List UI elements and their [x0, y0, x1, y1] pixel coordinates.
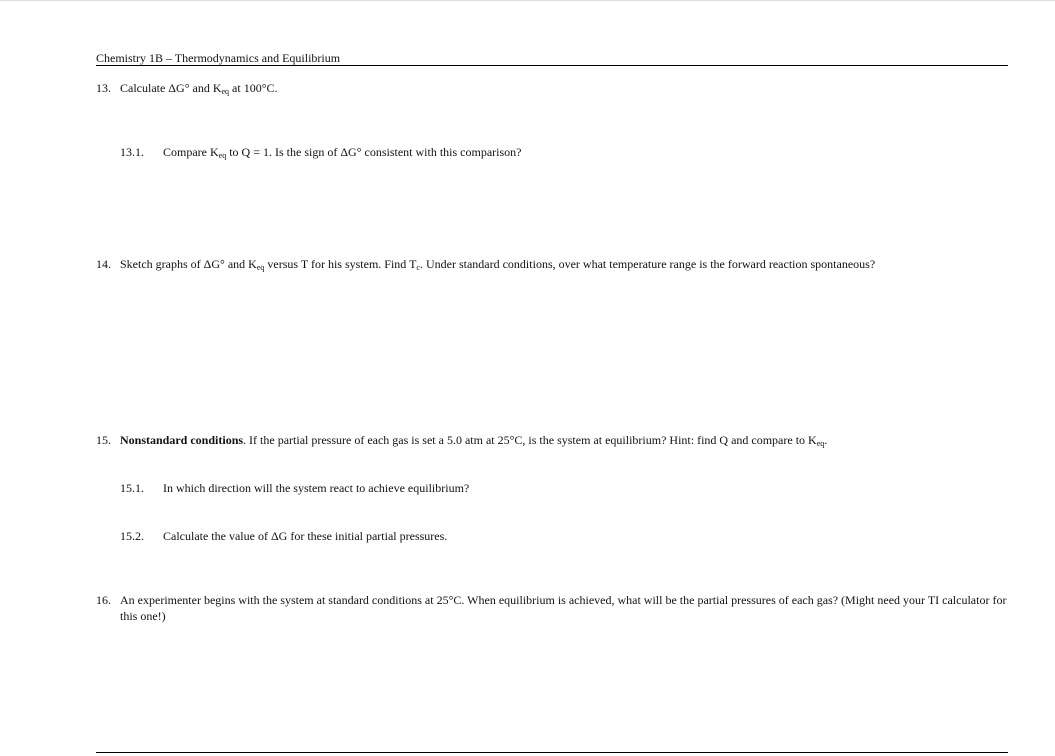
- question-number: 15.1.: [120, 481, 144, 495]
- question-number: 14.: [96, 257, 111, 271]
- question-text: Sketch graphs of ΔG° and K: [120, 257, 257, 271]
- question-15-1: [120, 480, 469, 496]
- question-text: . Under standard conditions, over what temperature range is the forward reaction spontaneous?: [419, 257, 876, 271]
- subscript: c: [416, 263, 420, 272]
- subscript: eq: [816, 439, 825, 448]
- question-text: versus T for his system. Find T: [264, 257, 417, 271]
- question-number: 13.1.: [120, 145, 144, 159]
- question-13: [96, 80, 996, 96]
- question-text: . If the partial pressure of each gas is set a 5.0 atm at 25°C, is the system at equilibrium? Hint: find Q and compare to K: [243, 433, 817, 447]
- page-top-border: [0, 0, 1055, 1]
- question-text: .: [824, 433, 828, 447]
- subscript: eq: [218, 151, 227, 160]
- page-header: Chemistry 1B – Thermodynamics and Equilibrium: [96, 51, 341, 65]
- question-number: 15.: [96, 433, 111, 447]
- question-15-2: [120, 528, 447, 544]
- subscript: eq: [221, 87, 230, 96]
- question-16: [96, 592, 1016, 624]
- question-number: 15.2.: [120, 529, 144, 543]
- header-rule: [96, 65, 1008, 66]
- question-15: [96, 432, 996, 448]
- question-text: Calculate the value of ΔG for these initial partial pressures.: [163, 529, 448, 543]
- subscript: eq: [256, 263, 265, 272]
- footer-rule: [96, 752, 1008, 753]
- question-text: at 100°C.: [229, 81, 278, 95]
- question-text: Calculate ΔG° and K: [120, 81, 222, 95]
- question-text: to Q = 1. Is the sign of ΔG° consistent with this comparison?: [226, 145, 522, 159]
- question-number: 16.: [96, 593, 111, 607]
- question-text: In which direction will the system react to achieve equilibrium?: [163, 481, 470, 495]
- question-13-1: [120, 144, 521, 160]
- question-text: Compare K: [163, 145, 219, 159]
- question-number: 13.: [96, 81, 111, 95]
- question-text: An experimenter begins with the system at standard conditions at 25°C. When equilibrium is achieved, what will be the partial pressures of each gas? (Might need your TI calculator for this one!): [120, 593, 1007, 623]
- question-14: [96, 256, 996, 272]
- question-heading: Nonstandard conditions: [120, 433, 244, 447]
